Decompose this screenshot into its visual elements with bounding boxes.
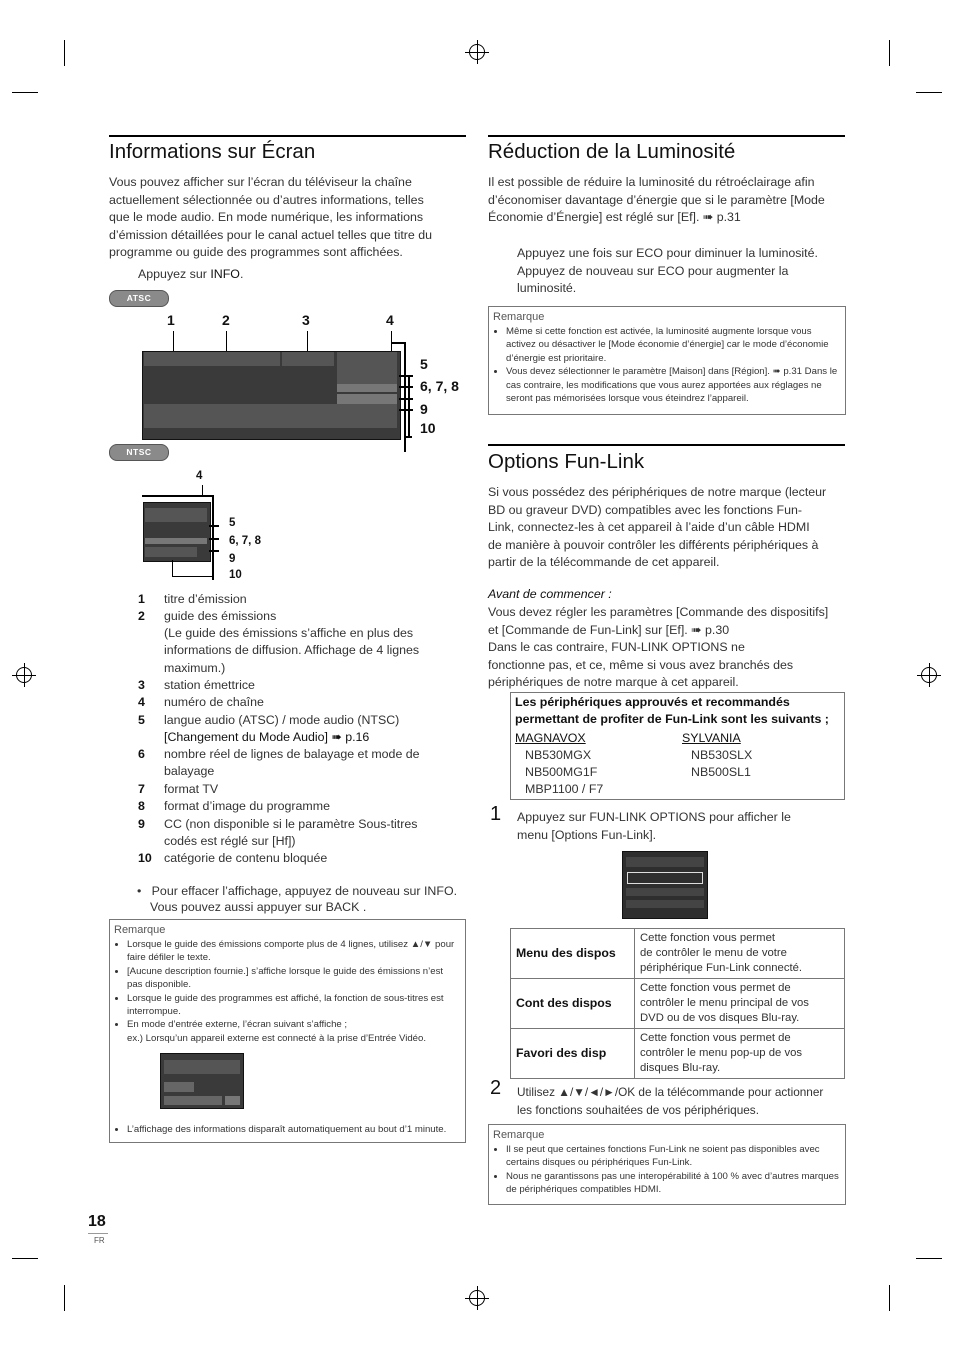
recommended-devices-box: Les périphériques approuvés et recommandés permettant de profiter de Fun-Link sont les suivants ; MAGNAVOX NB530MGX NB500MG1F MBP1100 / F7 SYLVANIA NB530SLX NB500SL1 [510, 692, 845, 800]
step-2-text: Utilisez ▲/▼/◄/►/OK de la télécommande pour actionner les fonctions souhaitées de vos périphériques. [517, 1085, 824, 1117]
section-heading-informations: Informations sur Écran [109, 140, 316, 163]
note-box-fun-link: Remarque • Il se peut que certaines fonctions Fun-Link ne soient pas disponibles avec certains disques ou périphériques Fun-Link. • Nous ne garantissons pas une interopérabilité à 100 % avec d’autres marques de périphériques compatibles HDMI. [488, 1124, 846, 1205]
list-item: 2 guide des émissions (Le guide des émissions s’affiche en plus des informations de diffusion. Affichage de 4 lignes maximum.) [138, 609, 420, 675]
list-item: 8 format d’image du programme [138, 799, 330, 813]
luminosity-intro: Il est possible de réduire la luminosité du rétroéclairage afin d’économiser davantage d’énergie que si le paramètre [Mode Économie d’Énergie] est réglé sur [Ef]. ➠ p.31 [488, 175, 825, 225]
page-number: 18 [88, 1213, 106, 1230]
section-heading-luminosite: Réduction de la Luminosité [488, 140, 736, 163]
list-item: 4 numéro de chaîne [138, 695, 264, 709]
list-item: 3 station émettrice [138, 678, 255, 692]
crop-mark [64, 1285, 65, 1311]
ntsc-badge: NTSC [109, 444, 169, 461]
before-start-text: Vous devez régler les paramètres [Commande des dispositifs] et [Commande de Fun-Link] sur [Ef]. ➠ p.30 Dans le cas contraire, FUN-LINK OPTIONS ne fonctionne pas, et ce, même si vous avez branchés des périphériques de notre marque à cet appareil. [488, 605, 829, 690]
section-rule [109, 135, 466, 137]
table-row: Favori des disp Cette fonction vous permet de contrôler le menu pop-up de vos disques Blu-ray. [511, 1029, 845, 1079]
step-number-1: 1 [490, 803, 502, 825]
crop-mark [64, 40, 65, 66]
external-input-screen-example [160, 1053, 244, 1109]
table-row: Cont des dispos Cette fonction vous permet de contrôler le menu principal de vos DVD ou de vos disques Blu-ray. [511, 979, 845, 1029]
note-box-luminosity: Remarque • Même si cette fonction est activée, la luminosité augmente lorsque vous activez ou désactiver le [Mode économie d’énergie] car le mode d’économie d’énergie est prioritaire. • Vous devez sélectionner le paramètre [Maison] dans [Région]. ➠ p.31 Dans le cas contraire, les modifications que vous aurez apportées aux réglages ne seront pas mémorisées lorsque vous éteindrez l’appareil. [488, 306, 846, 415]
fun-link-intro: Si vous possédez des périphériques de notre marque (lecteur BD ou graveur DVD) compatibles avec les fonctions Fun- Link, connectez-les à cet appareil à l’aide d’un câble HDMI de manière à pouvoir contrôler les différents périphériques à partir de la télécommande de cet appareil. [488, 485, 827, 570]
list-item: 7 format TV [138, 782, 219, 796]
crop-mark [889, 40, 890, 66]
table-row: Menu des dispos Cette fonction vous permet de contrôler le menu de votre périphérique Fun-Link connecté. [511, 929, 845, 979]
crop-mark [889, 1285, 890, 1311]
crop-mark [12, 1258, 38, 1259]
atsc-info-banner-diagram: 1 2 3 4 5 6, 7, 8 9 10 [140, 312, 470, 440]
list-item: 5 langue audio (ATSC) / mode audio (NTSC) [Changement du Mode Audio] ➠ p.16 [138, 713, 400, 745]
atsc-badge: ATSC [109, 290, 169, 307]
intro-paragraph: Vous pouvez afficher sur l’écran du téléviseur la chaîne actuellement sélectionnée ou d’autres informations, telles que le mode audio. En mode numérique, les informations d’émission détaillées pour le canal actuel telles que titre du programme ou guide des programmes sont affichées. [109, 175, 433, 260]
section-heading-fun-link: Options Fun-Link [488, 450, 645, 473]
step-number-2: 2 [490, 1077, 502, 1099]
registration-mark-icon [469, 44, 485, 60]
crop-mark [12, 92, 38, 93]
section-rule [488, 135, 845, 137]
before-start-title: Avant de commencer : [488, 587, 612, 601]
crop-mark [916, 92, 942, 93]
list-item: 10 catégorie de contenu bloquée [138, 851, 328, 865]
fun-link-menu-screen [622, 851, 708, 919]
list-item: 1 titre d’émission [138, 592, 247, 606]
list-item: 6 nombre réel de lignes de balayage et mode de balayage [138, 747, 420, 779]
section-rule [488, 444, 845, 446]
registration-mark-icon [16, 667, 32, 683]
ntsc-info-banner-diagram: 4 5 6, 7, 8 9 10 [140, 470, 280, 585]
press-info-instruction: Appuyez sur INFO. [138, 267, 244, 281]
list-item: 9 CC (non disponible si le paramètre Sous-titres codés est réglé sur [Hf]) [138, 817, 418, 849]
clear-display-bullet: • Pour effacer l’affichage, appuyez de nouveau sur INFO. Vous pouvez aussi appuyer sur BACK . [137, 884, 458, 914]
registration-mark-icon [921, 667, 937, 683]
page-language: FR [94, 1236, 105, 1245]
crop-mark [916, 1258, 942, 1259]
fun-link-functions-table [510, 928, 845, 1079]
note-box-info: Remarque • Lorsque le guide des émissions comporte plus de 4 lignes, utilisez ▲/▼ pour faire défiler le texte. • [Aucune description fournie.] s’affiche lorsque le guide des émissions n’est pas disponible. • Lorsque le guide des programmes est affiché, la fonction de sous-titres est interrompue. • En mode d’entrée externe, l’écran suivant s’affiche ; ex.) Lorsqu’un appareil externe est connecté à la prise d’Entrée Vidéo. • L’affichage des informations disparaît automatiquement au bout d’1 minute. [109, 919, 466, 1143]
registration-mark-icon [469, 1290, 485, 1306]
step-1-text: Appuyez sur FUN-LINK OPTIONS pour afficher le menu [Options Fun-Link]. [517, 810, 791, 842]
luminosity-steps: Appuyez une fois sur ECO pour diminuer la luminosité. Appuyez de nouveau sur ECO pour augmenter la luminosité. [517, 246, 818, 296]
